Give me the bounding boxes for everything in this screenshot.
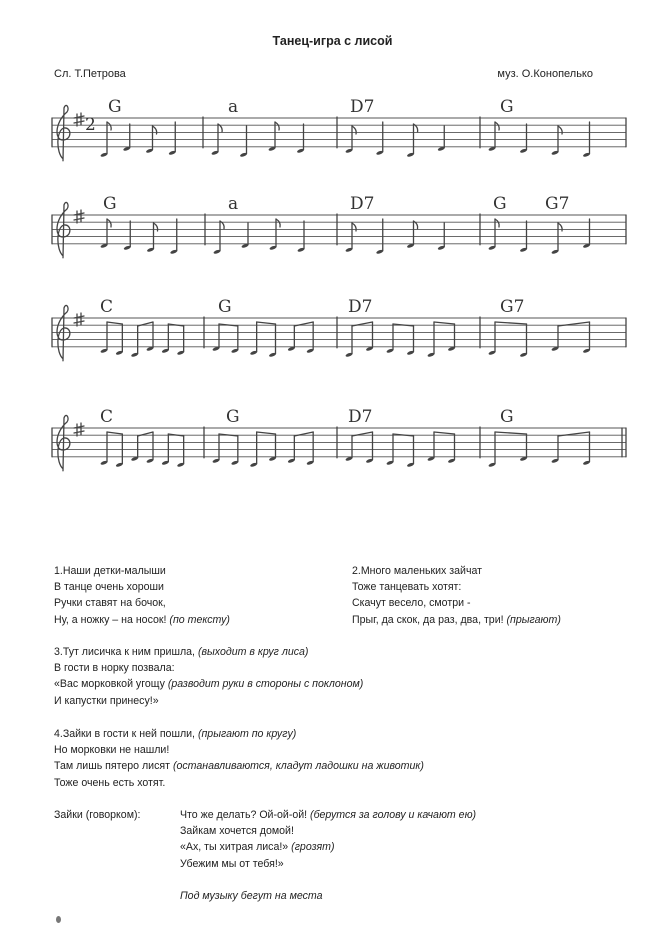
treble-clef-icon: [57, 202, 70, 257]
verse-line: 1.Наши детки-малыши: [54, 565, 166, 577]
stage-direction: (берутся за голову и качают ею): [310, 809, 477, 821]
spoken-part: [180, 807, 476, 872]
note-beam: [107, 432, 122, 434]
final-direction: Под музыку бегут на места: [180, 890, 323, 902]
chord-symbol: D7: [350, 194, 375, 214]
stage-direction: (разводит руки в стороны с поклоном): [167, 678, 364, 691]
chord-symbol: D7: [348, 407, 373, 427]
chord-symbol: C: [100, 297, 114, 317]
chord-symbol: G7: [545, 194, 570, 214]
verse-line: Прыг, да скок, да раз, два, три!: [352, 613, 504, 626]
chord-symbol: a: [228, 194, 239, 214]
page-mark: [56, 916, 61, 923]
sharp-icon: [74, 423, 84, 436]
chord-symbol: G: [226, 407, 240, 427]
note-beam: [257, 322, 276, 324]
time-signature: 2: [85, 115, 96, 135]
chord-symbol: G: [108, 97, 122, 117]
verse-line: Убежим мы от тебя!»: [180, 857, 284, 870]
verse-line: 4.Зайки в гости к ней пошли,: [54, 728, 195, 740]
chord-symbol: D7: [350, 97, 375, 117]
verse-3: [54, 644, 363, 709]
chord-symbol: a: [228, 97, 239, 117]
verse-line: «Вас морковкой угощу: [54, 678, 165, 691]
stage-direction: (останавливаются, кладут ладошки на животик): [172, 760, 424, 773]
sharp-icon: [74, 313, 84, 326]
note-beam: [434, 322, 455, 324]
sharp-icon: [74, 210, 84, 223]
verse-line: В танце очень хороши: [54, 581, 164, 594]
verse-line: Что же делать? Ой-ой-ой!: [180, 809, 308, 821]
verse-1: [54, 563, 230, 628]
chord-symbol: G7: [500, 297, 525, 317]
note-beam: [257, 432, 276, 434]
chord-symbol: G: [500, 407, 514, 427]
stage-direction: (прыгают по кругу): [197, 728, 297, 740]
verse-line: Скачут весело, смотри -: [352, 597, 471, 610]
verse-line: 2.Много маленьких зайчат: [352, 565, 482, 577]
verse-line: В гости в норку позвала:: [54, 662, 175, 675]
composer-credit: муз. О.Конопелько: [497, 68, 593, 80]
chord-symbol: C: [100, 407, 114, 427]
treble-clef-icon: [57, 105, 70, 160]
verse-2: [352, 563, 561, 628]
chord-symbol: G: [500, 97, 514, 117]
verse-line: И капустки принесу!»: [54, 694, 159, 707]
sharp-icon: [74, 113, 84, 126]
note-beam: [495, 432, 527, 434]
spoken-label: Зайки (говорком):: [54, 809, 141, 821]
verse-line: Ручки ставят на бочок,: [54, 597, 166, 610]
chord-symbol: G: [493, 194, 507, 214]
stage-direction: (выходит в круг лиса): [197, 646, 309, 658]
lyricist-credit: Сл. Т.Петрова: [54, 68, 126, 80]
verse-line: «Ах, ты хитрая лиса!»: [180, 841, 289, 854]
note-beam: [495, 322, 527, 324]
treble-clef-icon: [57, 415, 70, 470]
verse-line: Но морковки не нашли!: [54, 744, 170, 757]
verse-line: Тоже танцевать хотят:: [352, 581, 462, 594]
treble-clef-icon: [57, 305, 70, 360]
verse-line: Тоже очень есть хотят.: [54, 776, 166, 789]
chord-symbol: G: [218, 297, 232, 317]
verse-line: Ну, а ножку – на носок!: [54, 613, 167, 626]
note-beam: [107, 322, 122, 324]
verse-line: 3.Тут лисичка к ним пришла,: [54, 646, 195, 658]
verse-4: [54, 726, 424, 791]
verse-line: Зайкам хочется домой!: [180, 825, 294, 838]
note-beam: [434, 432, 455, 434]
chord-symbol: G: [103, 194, 117, 214]
stage-direction: (прыгают): [506, 613, 561, 626]
stage-direction: (по тексту): [169, 613, 230, 626]
page-title: Танец-игра с лисой: [272, 34, 393, 48]
stage-direction: (грозят): [291, 841, 335, 854]
verse-line: Там лишь пятеро лисят: [54, 760, 170, 773]
chord-symbol: D7: [348, 297, 373, 317]
